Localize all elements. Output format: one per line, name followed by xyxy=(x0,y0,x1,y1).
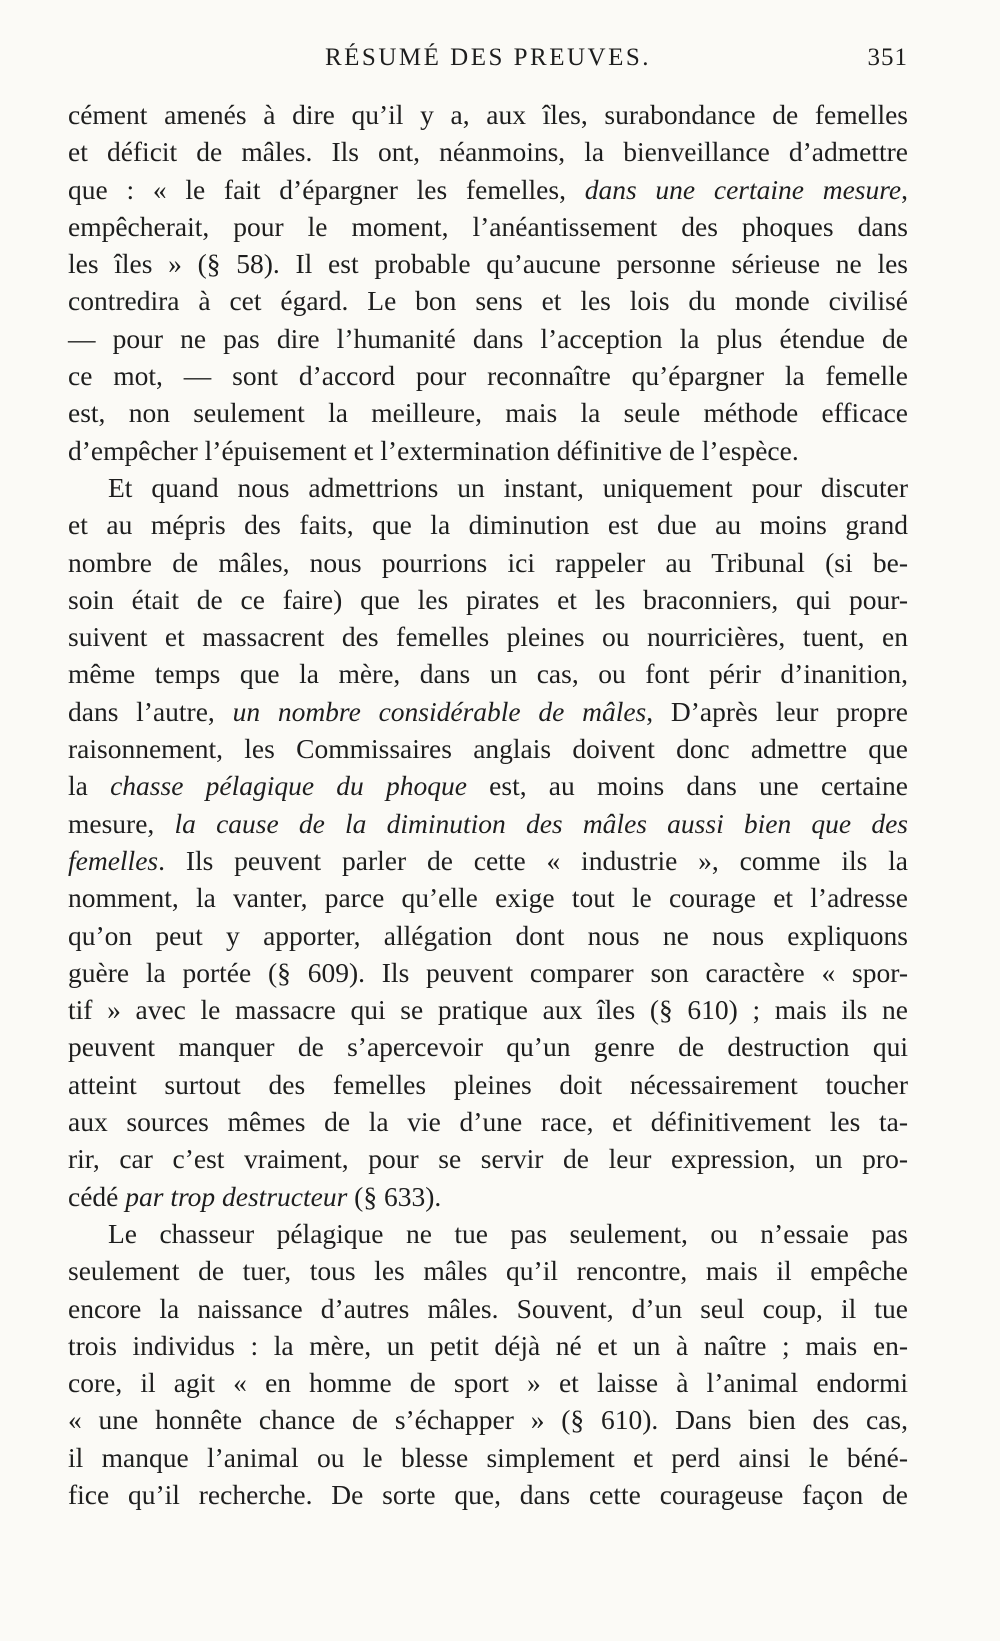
text-line xyxy=(68,581,908,618)
text-segment: cédé xyxy=(68,1180,126,1212)
text-segment: mesure, xyxy=(68,807,175,839)
text-segment: peuvent manquer de s’apercevoir qu’un genre de destruction qui xyxy=(68,1031,908,1063)
text-line xyxy=(68,917,908,954)
text-segment: , xyxy=(901,173,908,205)
text-line xyxy=(68,805,908,842)
text-segment: atteint surtout des femelles pleines doit nécessairement toucher xyxy=(68,1068,908,1100)
text-segment: raisonnement, les Commissaires anglais doivent donc admettre que xyxy=(68,733,908,765)
text-line xyxy=(68,730,908,767)
text-line xyxy=(68,767,908,804)
text-segment: , D’après leur propre xyxy=(646,695,908,727)
text-line xyxy=(68,469,908,506)
text-segment: il manque l’animal ou le blesse simplement et perd ainsi le béné- xyxy=(68,1441,908,1473)
text-line xyxy=(68,1252,908,1289)
text-segment: et au mépris des faits, que la diminution est due au moins grand xyxy=(68,509,908,541)
text-segment: tif » avec le massacre qui se pratique aux îles (§ 610) ; mais ils ne xyxy=(68,994,908,1026)
text-segment: suivent et massacrent des femelles pleines ou nourricières, tuent, en xyxy=(68,621,908,653)
text-segment: Et quand nous admettrions un instant, uniquement pour discuter xyxy=(108,471,908,503)
text-line xyxy=(68,133,908,170)
text-line xyxy=(68,693,908,730)
italic-text: par trop destructeur xyxy=(125,1180,348,1212)
text-line xyxy=(68,1103,908,1140)
text-segment: est, non seulement la meilleure, mais la seule méthode efficace xyxy=(68,397,908,429)
text-line xyxy=(68,282,908,319)
body-text xyxy=(68,96,908,1513)
text-segment: Le chasseur pélagique ne tue pas seulement, ou n’essaie pas xyxy=(108,1217,908,1249)
text-line xyxy=(68,1401,908,1438)
text-segment: contredira à cet égard. Le bon sens et les lois du monde civilisé xyxy=(68,285,908,317)
text-line xyxy=(68,1364,908,1401)
text-segment: (§ 633). xyxy=(347,1180,442,1212)
text-line xyxy=(68,1290,908,1327)
text-segment: la xyxy=(68,770,111,802)
text-line xyxy=(68,1215,908,1252)
text-segment: et déficit de mâles. Ils ont, néanmoins, la bienveillance d’admettre xyxy=(68,136,908,168)
text-segment: cément amenés à dire qu’il y a, aux îles, surabondance de femelles xyxy=(68,99,908,130)
text-segment: rir, car c’est vraiment, pour se servir de leur expression, un pro- xyxy=(68,1143,908,1175)
text-line xyxy=(68,1439,908,1476)
italic-text: la cause de la diminution des mâles aussi bien que des xyxy=(174,807,908,839)
text-line xyxy=(68,544,908,581)
text-line xyxy=(68,245,908,282)
text-line xyxy=(68,320,908,357)
text-line xyxy=(68,1327,908,1364)
text-line xyxy=(68,1178,908,1215)
italic-text: un nombre considérable de mâles xyxy=(232,695,647,727)
text-segment: seulement de tuer, tous les mâles qu’il rencontre, mais il empêche xyxy=(68,1255,908,1287)
text-line xyxy=(68,171,908,208)
text-segment: dans l’autre, xyxy=(68,695,233,727)
text-segment: guère la portée (§ 609). Ils peuvent comparer son caractère « spor- xyxy=(68,956,908,988)
text-line xyxy=(68,655,908,692)
text-segment: trois individus : la mère, un petit déjà né et un à naître ; mais en- xyxy=(68,1329,908,1361)
text-segment: ce mot, — sont d’accord pour reconnaître qu’épargner la femelle xyxy=(68,360,908,392)
text-segment: . Ils peuvent parler de cette « industrie », comme ils la xyxy=(158,844,908,876)
italic-text: femelles xyxy=(68,844,159,876)
text-segment: — pour ne pas dire l’humanité dans l’acception la plus étendue de xyxy=(68,322,908,354)
text-line xyxy=(68,842,908,879)
text-line xyxy=(68,394,908,431)
text-line xyxy=(68,1066,908,1103)
text-segment: « une honnête chance de s’échapper » (§ 610). Dans bien des cas, xyxy=(68,1404,908,1436)
text-line xyxy=(68,506,908,543)
text-segment: même temps que la mère, dans un cas, ou font périr d’inanition, xyxy=(68,658,908,690)
text-segment: empêcherait, pour le moment, l’anéantissement des phoques dans xyxy=(68,210,908,242)
italic-text: chasse pélagique du phoque xyxy=(110,770,467,802)
text-segment: qu’on peut y apporter, allégation dont nous ne nous expliquons xyxy=(68,919,908,951)
text-segment: core, il agit « en homme de sport » et laisse à l’animal endormi xyxy=(68,1367,908,1399)
italic-text: dans une certaine mesure xyxy=(584,173,902,205)
running-head xyxy=(68,44,908,80)
text-segment: fice qu’il recherche. De sorte que, dans cette courageuse façon de xyxy=(68,1478,908,1510)
text-segment: que : « le fait d’épargner les femelles, xyxy=(68,173,585,205)
text-segment: encore la naissance d’autres mâles. Souvent, d’un seul coup, il tue xyxy=(68,1292,908,1324)
text-segment: les îles » (§ 58). Il est probable qu’aucune personne sérieuse ne les xyxy=(68,248,908,280)
text-segment: nombre de mâles, nous pourrions ici rappeler au Tribunal (si be- xyxy=(68,546,908,578)
text-segment: nomment, la vanter, parce qu’elle exige tout le courage et l’adresse xyxy=(68,882,908,914)
text-segment: est, au moins dans une certaine xyxy=(466,770,908,802)
text-segment: soin était de ce faire) que les pirates et les braconniers, qui pour- xyxy=(68,583,908,615)
text-line xyxy=(68,1476,908,1513)
text-line xyxy=(68,1140,908,1177)
text-line xyxy=(68,1028,908,1065)
running-title: RÉSUMÉ DES PREUVES. xyxy=(324,44,651,71)
page-number: 351 xyxy=(867,44,908,71)
text-line xyxy=(68,432,908,469)
text-line xyxy=(68,357,908,394)
text-line xyxy=(68,954,908,991)
text-segment: aux sources mêmes de la vie d’une race, et définitivement les ta- xyxy=(68,1106,908,1138)
text-line xyxy=(68,618,908,655)
text-line xyxy=(68,208,908,245)
text-segment: d’empêcher l’épuisement et l’extermination définitive de l’espèce. xyxy=(68,434,799,466)
text-line xyxy=(68,96,908,133)
text-line xyxy=(68,991,908,1028)
text-line xyxy=(68,879,908,916)
